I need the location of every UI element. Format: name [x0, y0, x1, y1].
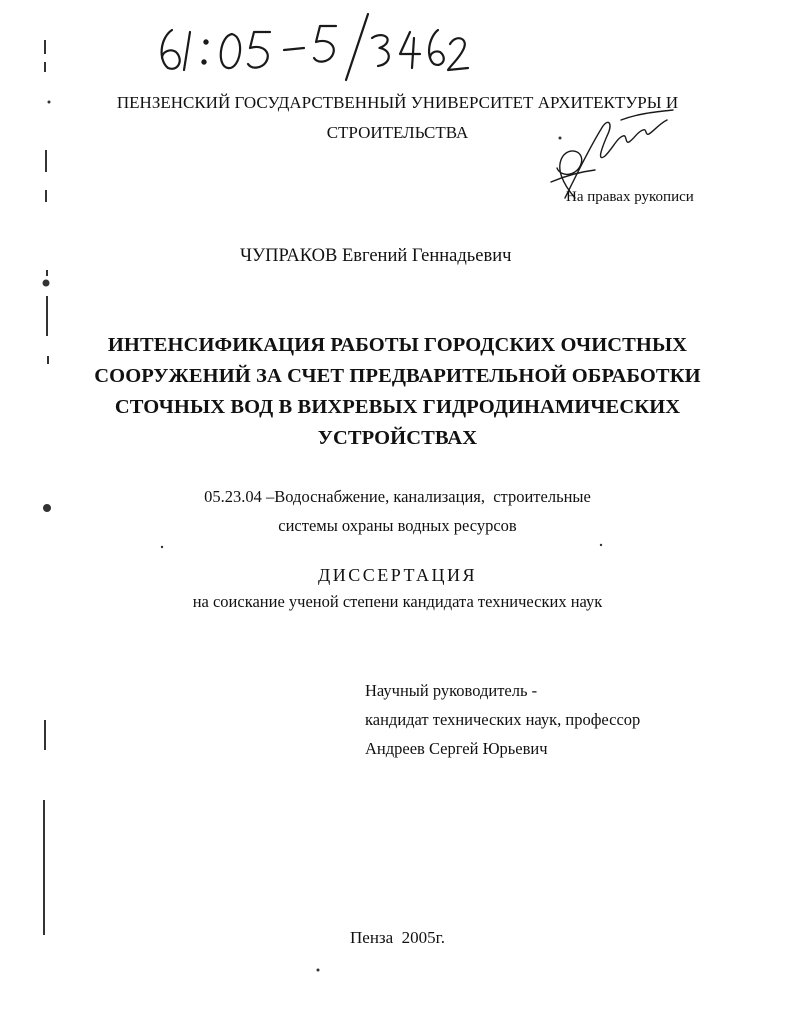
author-name: ЧУПРАКОВ Евгений Геннадьевич: [240, 246, 512, 266]
degree-description: на соискание ученой степени кандидата технических наук: [192, 592, 603, 611]
handwritten-catalog-number: [150, 8, 470, 86]
supervisor-line-2: кандидат технических наук, профессор: [365, 710, 641, 729]
title-line-2: СООРУЖЕНИЙ ЗА СЧЕТ ПРЕДВАРИТЕЛЬНОЙ ОБРАБОТКИ: [94, 365, 701, 387]
specialty-line-2: системы охраны водных ресурсов: [278, 516, 517, 535]
title-line-3: СТОЧНЫХ ВОД В ВИХРЕВЫХ ГИДРОДИНАМИЧЕСКИХ: [114, 396, 681, 418]
university-line-1: ПЕНЗЕНСКИЙ ГОСУДАРСТВЕННЫЙ УНИВЕРСИТЕТ АРХИТЕКТУРЫ И: [116, 93, 679, 112]
city-year: Пенза 2005г.: [350, 928, 445, 947]
specialty-code: [0, 482, 795, 540]
dissertation-label: ДИССЕРТАЦИЯ: [317, 565, 478, 585]
title-line-1: ИНТЕНСИФИКАЦИЯ РАБОТЫ ГОРОДСКИХ ОЧИСТНЫХ: [107, 334, 688, 356]
supervisor-block: [365, 676, 640, 763]
title-line-4: УСТРОЙСТВАХ: [317, 427, 478, 449]
supervisor-line-1: Научный руководитель -: [365, 681, 538, 700]
dissertation-title: [0, 330, 795, 454]
supervisor-line-3: Андреев Сергей Юрьевич: [365, 739, 548, 758]
specialty-line-1: 05.23.04 –Водоснабжение, канализация, строительные: [204, 487, 591, 506]
university-line-2: СТРОИТЕЛЬСТВА: [326, 123, 469, 142]
rights-note: На правах рукописи: [566, 189, 694, 205]
